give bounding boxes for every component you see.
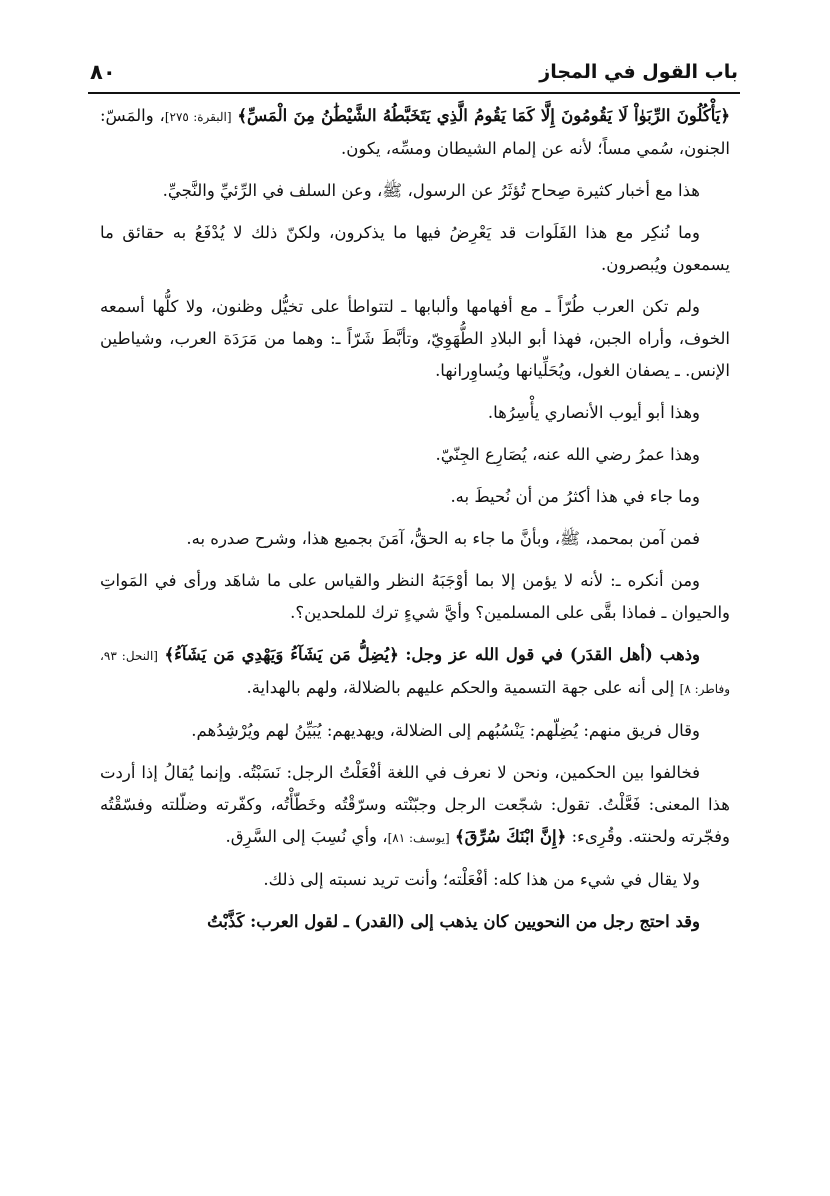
- page-number: ٨٠: [90, 60, 116, 84]
- paragraph-13: ولا يقال في شيء من هذا كله: أفْعَلْته؛ وأنت تريد نسبته إلى ذلك.: [263, 870, 700, 889]
- paragraph-6: وهذا عمرُ رضي الله عنه، يُصَارِع الجِنّيّ.: [435, 445, 700, 464]
- chapter-title: باب القول في المجاز: [539, 61, 738, 83]
- paragraph-7: وما جاء في هذا أكثرُ من أن نُحيطَ به.: [450, 487, 700, 506]
- paragraph-4: ولم تكن العرب طُرّاً ـ مع أفهامها وألبابها ـ لتتواطأ على تخيُّل وظنون، ولا كلُّها أسمعه الخوف، وأراه الجبن، فهذا أبو البلادِ الطُّهَوِيّ، وتأبَّطَ شَرّاً ـ: وهما من مَرَدَة العرب، وشياطين الإنس. ـ يصفان الغول، ويُحَلِّيانها ويُساوِرانها.: [100, 297, 730, 380]
- verse-reference: [النحل: ٩٣، وفاطر: ٨]: [100, 649, 730, 696]
- quran-verse: ﴿يَأْكُلُونَ الرِّبَوٰاْ لَا يَقُومُونَ إِلَّا كَمَا يَقُومُ الَّذِي يَتَخَبَّطُهُ الشَّيْطَٰنُ مِنَ الْمَسِّ﴾: [237, 106, 730, 125]
- paragraph-9: ومن أنكره ـ: لأنه لا يؤمن إلا بما أوْجَبَهُ النظر والقياس على ما شاهَد ورأى في المَواتِ والحيوان ـ فماذا بقَّى على المسلمين؟ وأيَّ شيءٍ ترك للملحدين؟.: [100, 571, 730, 622]
- paragraph-text: إلى أنه على جهة التسمية والحكم عليهم بالضلالة، ولهم بالهداية.: [246, 678, 675, 697]
- header-rule: [88, 92, 740, 94]
- paragraph-text: فخالفوا بين الحكمين، ونحن لا نعرف في اللغة أفْعَلْتُ الرجل: نَسَبْتُه. وإنما يُقالُ إذا أردت هذا المعنى: فَعَّلْتُ. تقول: شجّعت الرجل وجبّنْته وسرّقْتُه وخَطّأْتُه، وكفّرته وضلّلته وفسّقْتُه وفجّرته ولحنته. وقُرِىء:: [100, 763, 730, 846]
- verse-reference: [البقرة: ٢٧٥]: [164, 110, 232, 124]
- paragraph-tail: ، وأي نُسِبَ إلى السَّرِق.: [225, 827, 388, 846]
- quran-verse: ﴿يُضِلُّ مَن يَشَآءُ وَيَهْدِي مَن يَشَآءُ﴾: [164, 645, 399, 664]
- paragraph-1: [100, 100, 730, 165]
- paragraph-12: [100, 757, 730, 854]
- page-body: [100, 100, 730, 948]
- quran-verse: ﴿إِنَّ ابْنَكَ سُرِّقَ﴾: [454, 827, 567, 846]
- paragraph-14: وقد احتج رجل من النحويين كان يذهب إلى (القدر) ـ لقول العرب: كَذَّبْتُ: [207, 912, 700, 931]
- paragraph-11: وقال فريق منهم: يُضِلّهم: يَنْسُبُهم إلى الضلالة، ويهديهم: يُبَيِّنُ لهم ويُرْشِدُهم.: [191, 721, 700, 740]
- paragraph-lead: وذهب (أهل القدَر) في قول الله عز وجل:: [405, 645, 701, 664]
- paragraph-8: فمن آمن بمحمد، ﷺ، وبأنَّ ما جاء به الحقُّ، آمَنَ بجميع هذا، وشرح صدره به.: [186, 529, 700, 548]
- paragraph-5: وهذا أبو أيوب الأنصاري يأْسِرُها.: [487, 403, 700, 422]
- paragraph-text: ، والمَسّ: الجنون، سُمي مساً؛ لأنه عن إلمام الشيطان ومسِّه، يكون.: [100, 106, 730, 158]
- page-header: [90, 52, 738, 92]
- paragraph-3: وما نُنكِر مع هذا الفَلَوات قد يَعْرِضُ فيها ما يذكرون، ولكنّ ذلك لا يُدْفَعُ به حقائق ما يسمعون ويُبصرون.: [100, 223, 730, 274]
- paragraph-2: هذا مع أخبار كثيرة صِحاح تُؤثَرُ عن الرسول، ﷺ، وعن السلف في الرِّئيِّ والنَّجيِّ.: [162, 181, 700, 200]
- paragraph-10: [100, 639, 730, 705]
- verse-reference: [يوسف: ٨١]: [387, 831, 450, 845]
